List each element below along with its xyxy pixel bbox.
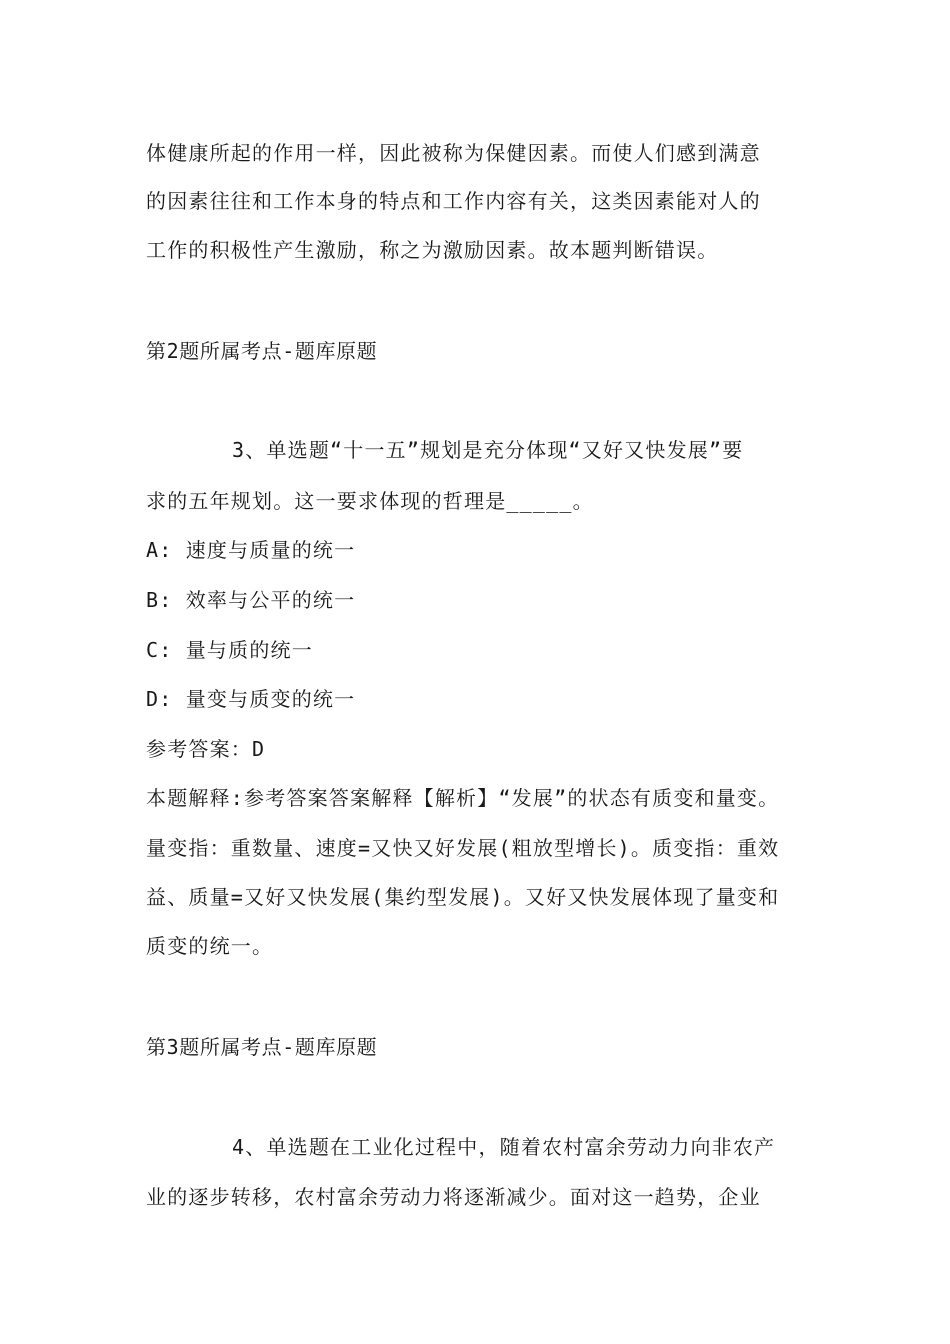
paragraph-line: 体健康所起的作用一样，因此被称为保健因素。而使人们感到满意 <box>146 141 761 165</box>
explanation-line: 益、质量=又好又快发展(集约型发展)。又好又快发展体现了量变和 <box>146 885 780 909</box>
explanation-line: 量变指：重数量、速度=又快又好发展(粗放型增长)。质变指：重效 <box>146 836 780 860</box>
question-stem-line: 4、单选题在工业化过程中，随着农村富余劳动力向非农产 <box>232 1135 776 1159</box>
paragraph-line: 的因素往往和工作本身的特点和工作内容有关，这类因素能对人的 <box>146 189 761 213</box>
option-a: A: 速度与质量的统一 <box>146 538 356 562</box>
explanation-line: 本题解释:参考答案答案解释【解析】“发展”的状态有质变和量变。 <box>146 786 780 810</box>
reference-answer: 参考答案：D <box>146 737 266 761</box>
option-d: D: 量变与质变的统一 <box>146 687 356 711</box>
option-b: B: 效率与公平的统一 <box>146 588 356 612</box>
paragraph-line: 工作的积极性产生激励，称之为激励因素。故本题判断错误。 <box>146 238 719 262</box>
section-label: 第3题所属考点-题库原题 <box>146 1035 378 1059</box>
section-label: 第2题所属考点-题库原题 <box>146 339 378 363</box>
explanation-line: 质变的统一。 <box>146 934 274 958</box>
question-stem-line: 业的逐步转移，农村富余劳动力将逐渐减少。面对这一趋势，企业 <box>146 1185 761 1209</box>
option-c: C: 量与质的统一 <box>146 638 313 662</box>
question-stem-line: 3、单选题“十一五”规划是充分体现“又好又快发展”要 <box>232 438 744 462</box>
question-stem-line: 求的五年规划。这一要求体现的哲理是_____。 <box>146 489 594 513</box>
